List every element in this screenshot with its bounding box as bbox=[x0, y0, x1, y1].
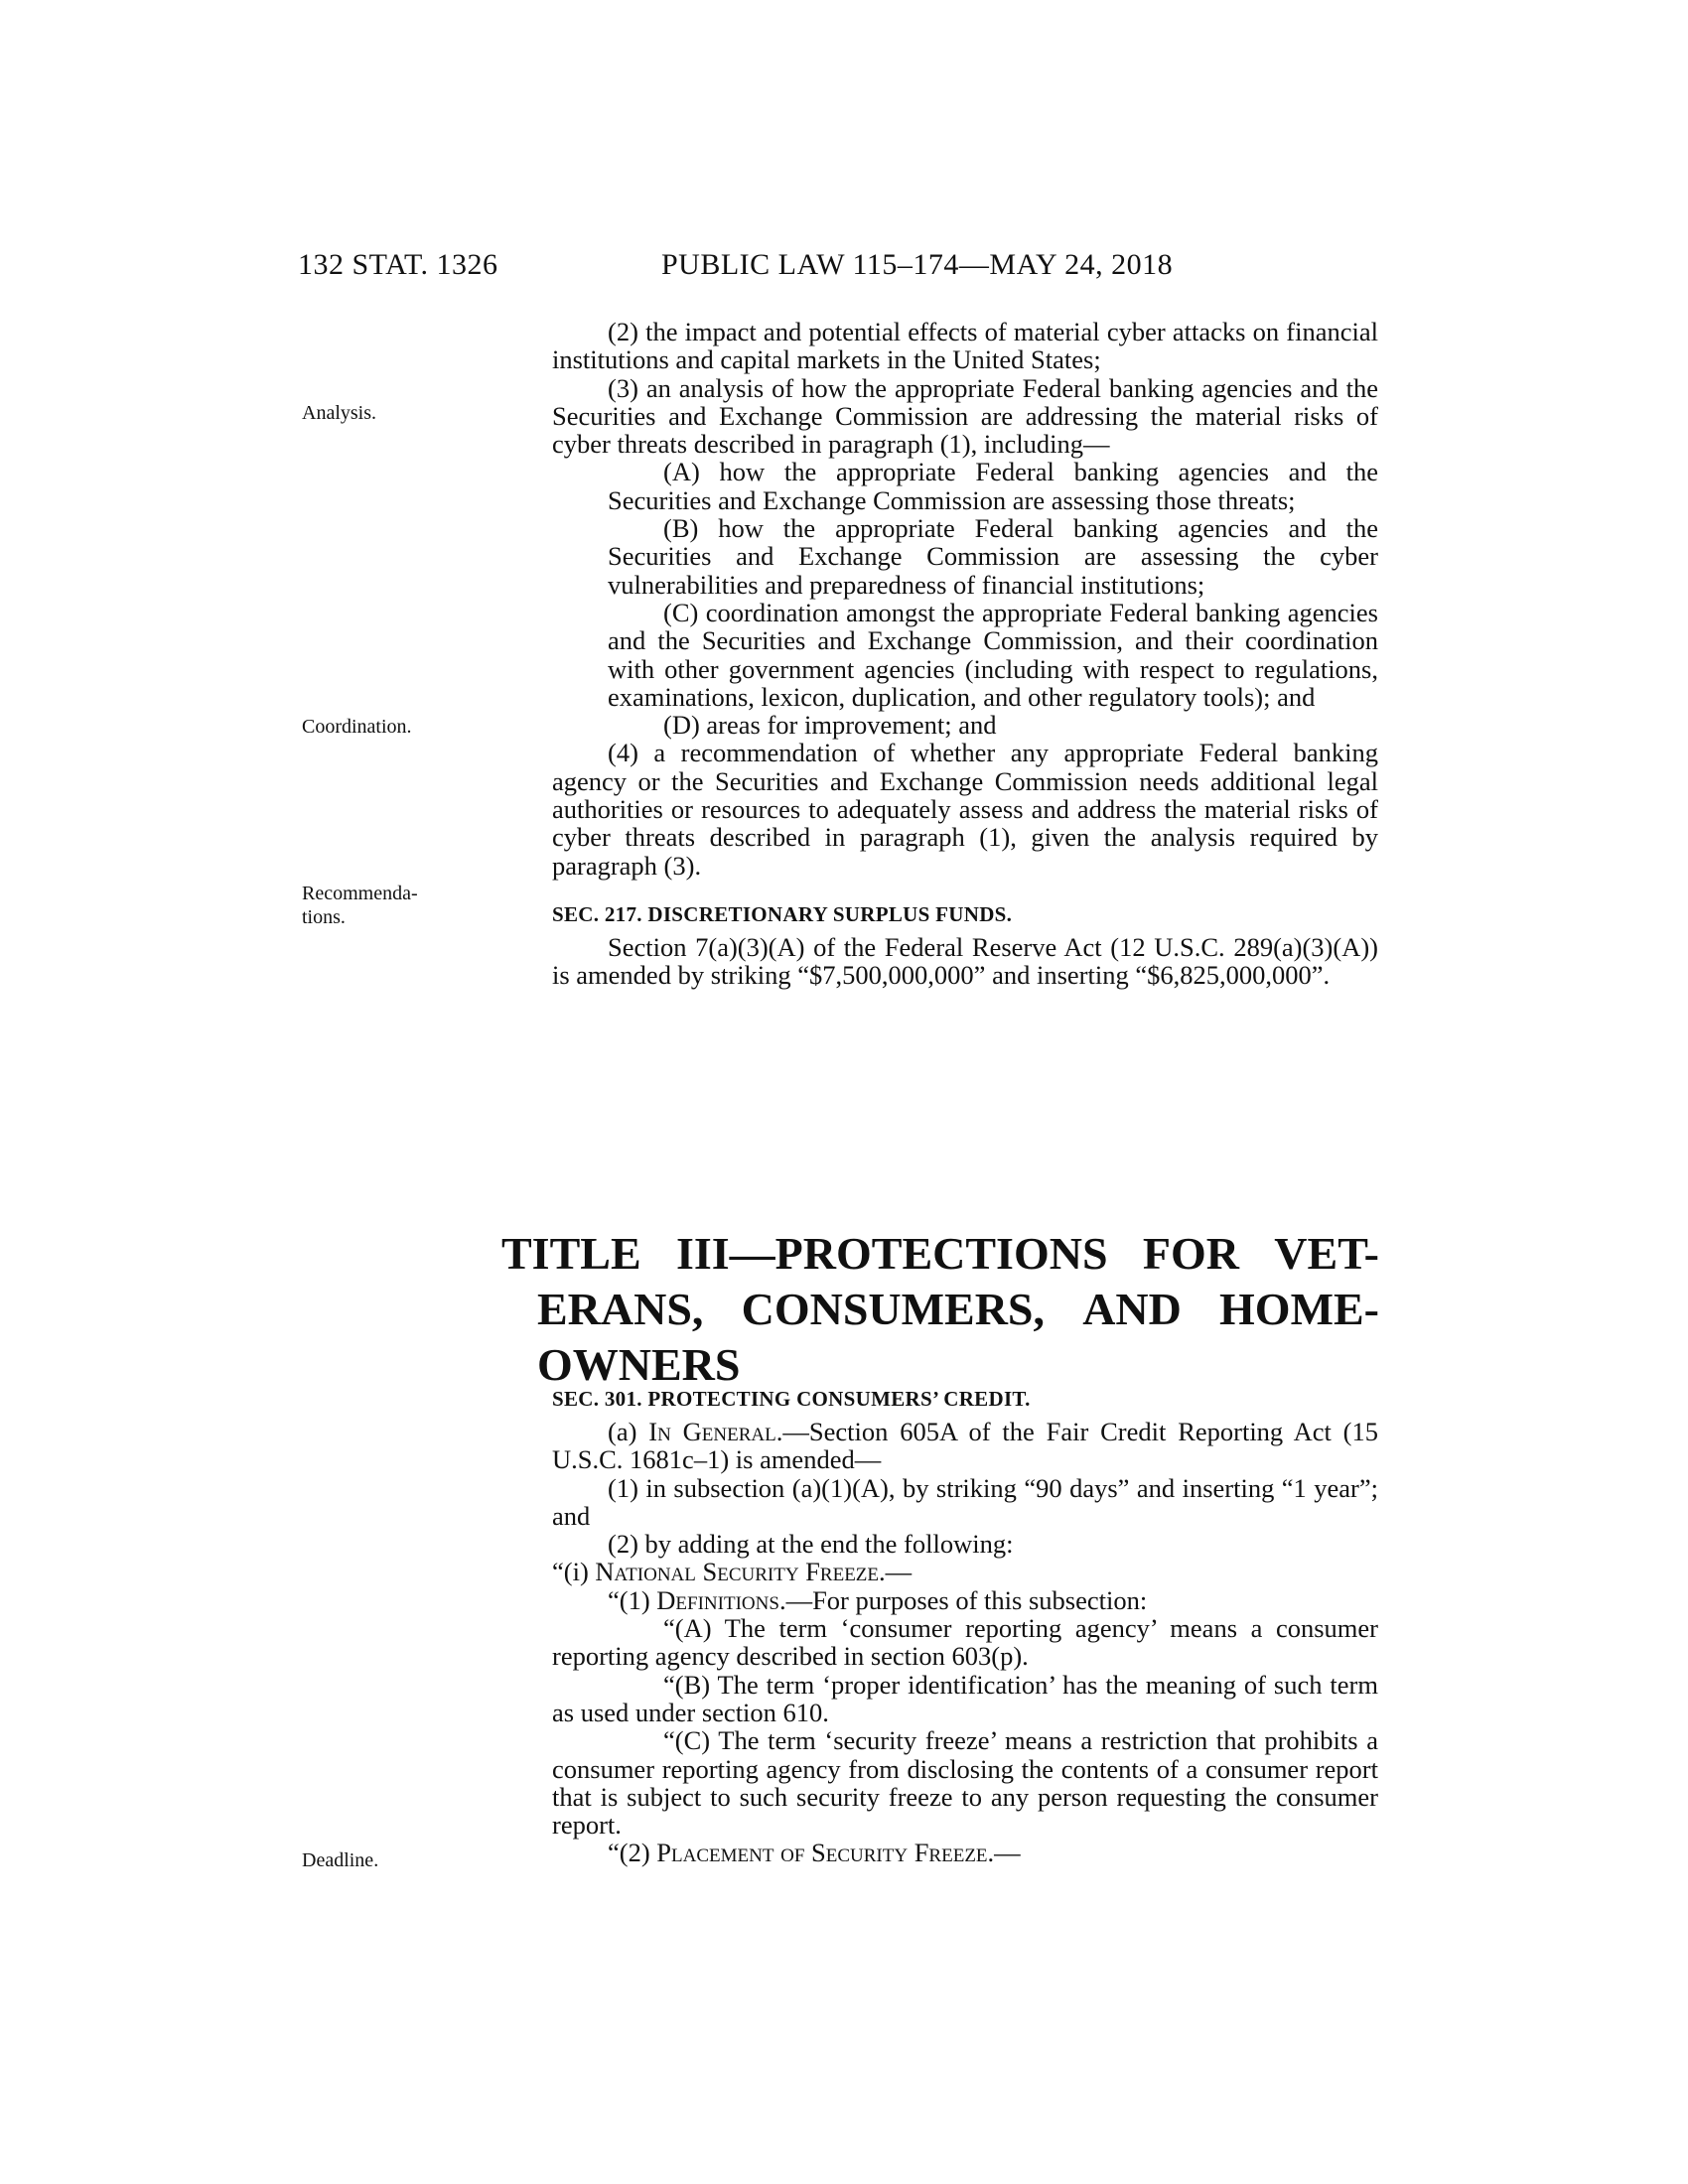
title-word: III—PROTECTIONS bbox=[675, 1228, 1108, 1279]
smallcaps-heading: Definitions bbox=[656, 1584, 779, 1615]
amendment-item-2: (2) by adding at the end the following: bbox=[608, 1529, 1014, 1560]
title-iii-heading bbox=[501, 1226, 1379, 1393]
title-word: HOME- bbox=[1219, 1284, 1379, 1334]
smallcaps-heading: Placement of Security Freeze bbox=[656, 1838, 988, 1868]
public-law-citation: PUBLIC LAW 115–174—MAY 24, 2018 bbox=[661, 248, 1174, 281]
subparagraph-d: (D) areas for improvement; and bbox=[663, 710, 997, 741]
section-301-heading: SEC. 301. PROTECTING CONSUMERS’ CREDIT. bbox=[552, 1387, 1031, 1411]
amendment-item-1: (1) in subsection (a)(1)(A), by striking “90 days” and inserting “1 year”; and bbox=[552, 1472, 1378, 1531]
subparagraph-a: (A) how the appropriate Federal banking agencies and the Securities and Exchange Commission are assessing those threats; bbox=[608, 457, 1378, 515]
section-301-body bbox=[552, 1386, 1378, 1867]
title-word: TITLE bbox=[501, 1228, 641, 1279]
definitions-heading: “(1) Definitions.—For purposes of this subsection: bbox=[608, 1584, 1148, 1615]
page-header bbox=[298, 248, 1380, 288]
definition-a: “(A) The term ‘consumer reporting agency’ means a consumer reporting agency described in section 603(p). bbox=[552, 1613, 1378, 1672]
title-word: VET- bbox=[1274, 1228, 1379, 1279]
title-word: OWNERS bbox=[537, 1339, 741, 1390]
paragraph-2: (2) the impact and potential effects of material cyber attacks on financial institutions and capital markets in the United States; bbox=[552, 317, 1378, 375]
smallcaps-heading: In General bbox=[648, 1417, 776, 1446]
smallcaps-heading: National Security Freeze bbox=[595, 1557, 880, 1587]
placement-heading: “(2) Placement of Security Freeze.— bbox=[608, 1838, 1021, 1868]
section-217-heading: SEC. 217. DISCRETIONARY SURPLUS FUNDS. bbox=[552, 901, 1013, 926]
section-217-text: Section 7(a)(3)(A) of the Federal Reserve Act (12 U.S.C. 289(a)(3)(A)) is amended by striking “$7,500,000,000” and inserting “$6,825,000,000”. bbox=[552, 931, 1378, 991]
subsection-a: (a) In General.—Section 605A of the Fair Credit Reporting Act (15 U.S.C. 1681c–1) is amended— bbox=[552, 1417, 1378, 1475]
body-text bbox=[552, 318, 1378, 990]
title-word: AND bbox=[1082, 1284, 1182, 1334]
margin-note-deadline: Deadline. bbox=[302, 1849, 379, 1871]
margin-note-coordination: Coordination. bbox=[302, 716, 412, 738]
definition-c: “(C) The term ‘security freeze’ means a restriction that prohibits a consumer reporting agency from disclosing the contents of a consumer report that is subject to such security freeze to any person requesting the consumer report. bbox=[552, 1725, 1378, 1841]
title-word: FOR bbox=[1142, 1228, 1239, 1279]
paragraph-3: (3) an analysis of how the appropriate Federal banking agencies and the Securities and Exchange Commission are addressing the material risks of cyber threats described in paragraph (1), including— bbox=[552, 372, 1378, 460]
paragraph-4: (4) a recommendation of whether any appropriate Federal banking agency or the Securities and Exchange Commission needs additional legal authorities or resources to adequately assess and address the material risks of cyber threats described in paragraph (1), given the analysis required by paragraph (3). bbox=[552, 738, 1378, 881]
subparagraph-c: (C) coordination amongst the appropriate Federal banking agencies and the Securities and Exchange Commission, and their coordination with other government agencies (including with respect to regulations, examinations, lexicon, duplication, and other regulatory tools); and bbox=[608, 597, 1378, 712]
title-word: ERANS, bbox=[537, 1284, 704, 1334]
statute-page-number: 132 STAT. 1326 bbox=[298, 248, 498, 281]
margin-note-recommendations: Recommenda- tions. bbox=[302, 883, 418, 928]
margin-note-analysis: Analysis. bbox=[302, 402, 376, 424]
definition-b: “(B) The term ‘proper identification’ has the meaning of such term as used under section 610. bbox=[552, 1669, 1378, 1727]
subparagraph-b: (B) how the appropriate Federal banking agencies and the Securities and Exchange Commission are assessing the cyber vulnerabilities and preparedness of financial institutions; bbox=[608, 513, 1378, 600]
subsection-i-heading: “(i) National Security Freeze.— bbox=[552, 1557, 913, 1587]
title-word: CONSUMERS, bbox=[741, 1284, 1046, 1334]
